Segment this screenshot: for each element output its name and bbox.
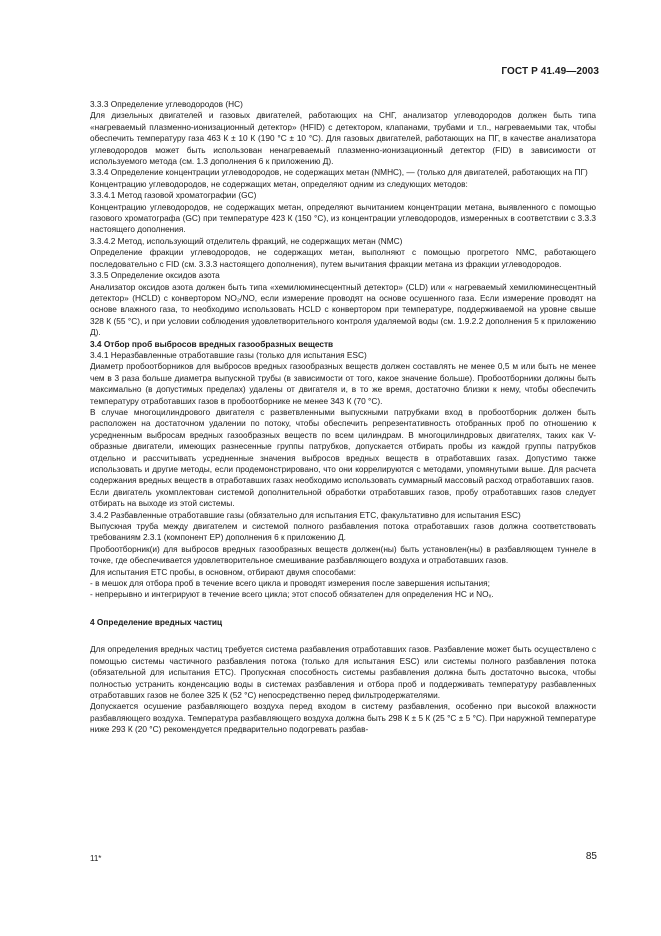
paragraph: Выпускная труба между двигателем и системой полного разбавления потока отработавших газов должна соответствовать требованиям 2.3.1 (компонент EP) дополнения 6 к приложению Д. — [90, 521, 596, 543]
paragraph: 3.3.3 Определение углеводородов (НС) — [90, 99, 243, 109]
paragraph: 3.4.2 Разбавленные отработавшие газы (обязательно для испытания ETC, факультативно для испытания ESC) — [90, 509, 521, 520]
document-body — [90, 99, 596, 736]
paragraph: Пробоотборник(и) для выбросов вредных газообразных веществ должен(ны) быть установлен(ны) в разбавляющем туннеле в точке, где обеспечивается удовлетворительное смешивание разбавляющего воздуха и отработавших газов. — [90, 543, 596, 566]
paragraph: 3.3.4 Определение концентрации углеводородов, не содержащих метан (NMHC), — (только для двигателей, работающих на ПГ) — [90, 167, 588, 178]
page-number: 85 — [585, 851, 597, 862]
paragraph: Если двигатель укомплектован системой дополнительной обработки отработавших газов, пробу отработавших газов следует отбирать на выходе из этой системы. — [90, 486, 596, 509]
paragraph: Для определения вредных частиц требуется система разбавления отработавших газов. Разбавление может быть осуществлено с помощью системы частичного разбавления потока (только для испытания ESC) или системы полного разбавления потока (обязательной для испытания ETC). Пропускная способность системы разбавления должна быть достаточно высока, чтобы полностью устранить конденсацию воды в системах разбавления и отбора проб и поддерживать температуру разбавленных отработавших газов не более 325 К (52 °С) непосредственно перед фильтродержателями. — [90, 644, 596, 700]
paragraph: - непрерывно и интегрируют в течение всего цикла; этот способ обязателен для определения НС и NOₓ. — [90, 589, 494, 600]
paragraph: Допускается осушение разбавляющего воздуха перед входом в систему разбавления, особенно при высокой влажности разбавляющего воздуха. Температура разбавляющего воздуха должна быть 298 К ± 5 К (25 °С ± 5 °С). При наружной температуре ниже 293 К (20 °С) рекомендуется предварительно подогревать разбав- — [90, 701, 596, 735]
paragraph: Для дизельных двигателей и газовых двигателей, работающих на СНГ, анализатор углеводородов должен быть типа «нагреваемый плазменно-ионизационный детектор» (HFID) с детектором, клапанами, трубами и т.п., нагреваемыми так, чтобы обеспечить температуру газа 463 К ± 10 К (190 °С ± 10 °С). Для газовых двигателей, работающих на ПГ, в качестве анализатора углеводородов может быть использован ненагреваемый плазменно-ионизационный детектор (FID) в зависимости от используемого метода (см. 1.3 дополнения 6 к приложению Д). — [90, 110, 596, 167]
section-heading: 4 Определение вредных частиц — [90, 616, 223, 627]
paragraph: - в мешок для отбора проб в течение всего цикла и проводят измерения после завершения испытания; — [90, 578, 490, 589]
paragraph: 3.4.1 Неразбавленные отработавшие газы (только для испытания ESC) — [90, 349, 367, 360]
paragraph: 3.3.4.1 Метод газовой хроматографии (GC) — [90, 190, 257, 201]
subsection-heading: 3.4 Отбор проб выбросов вредных газообразных веществ — [90, 338, 334, 349]
paragraph: Диаметр пробоотборников для выбросов вредных газообразных веществ должен составлять не менее 0,5 м или быть не менее чем в 3 раза больше диаметра выпускной трубы (в зависимости от того, какое значение больше). Пробоотборники должны быть максимально (в допустимых пределах) удалены от двигателя и, в то же время, достаточно близки к нему, чтобы обеспечить температуру отработавших газов в пробоотборнике не менее 343 К (70 °С). — [90, 361, 596, 406]
signature-mark: 11* — [90, 854, 102, 863]
paragraph: Концентрацию углеводородов, не содержащих метан, определяют вычитанием концентрации метана, выявленного с помощью газового хроматографа (GC) при температуре 423 К (150 °С), из концентрации углеводородов, измеренных в соответствии с 3.3.3 настоящего дополнения. — [90, 201, 596, 235]
paragraph: Концентрацию углеводородов, не содержащих метан, определяют одним из следующих методов: — [90, 178, 468, 189]
paragraph: Для испытания ETC пробы, в основном, отбирают двумя способами: — [90, 566, 356, 577]
paragraph: 3.3.4.2 Метод, использующий отделитель фракций, не содержащих метан (NMC) — [90, 235, 403, 246]
paragraph: Анализатор оксидов азота должен быть типа «хемилюминесцентный детектор» (CLD) или « нагреваемый хемилюминесцентный детектор» (HCLD) с конвертором NO₂/NO, если измерение проводят на основе осушенного газа. Если измерение проводят на основе влажного газа, то необходимо использовать HCLD с конвертором при температуре, поддерживаемой на уровне свыше 328 К (55 °С), и при условии соблюдения удовлетворительного контроля удаляемой воды (см. 1.9.2.2 дополнения 5 к приложению Д). — [90, 281, 596, 338]
paragraph: Определение фракции углеводородов, не содержащих метан, выполняют с помощью прогретого NMC, работающего последовательно с FID (см. 3.3.3 настоящего дополнения), путем вычитания фракции метана из фракции углеводородов. — [90, 247, 596, 269]
paragraph: 3.3.5 Определение оксидов азота — [90, 270, 220, 281]
standard-header: ГОСТ Р 41.49—2003 — [501, 66, 599, 77]
paragraph: В случае многоцилиндрового двигателя с разветвленными выпускными патрубками вход в пробоотборник должен быть расположен на достаточном удалении по потоку, чтобы обеспечить репрезентативность отобранных проб по отношению к усредненным выбросам вредных газообразных веществ по всем цилиндрам. В многоцилиндровых двигателях, таких как V-образные двигатели, имеющих разнесенные группы патрубков, допускается отбирать пробы из каждой группы патрубков отдельно и рассчитывать усредненные значения выбросов вредных веществ в отработавших газах. Допустимо также использовать и другие методы, если продемонстрировано, что они коррелируются с методами, упомянутыми выше. Для расчета содержания вредных веществ в отработавших газах необходимо использовать суммарный массовый расход отработавших газов. — [90, 406, 596, 486]
